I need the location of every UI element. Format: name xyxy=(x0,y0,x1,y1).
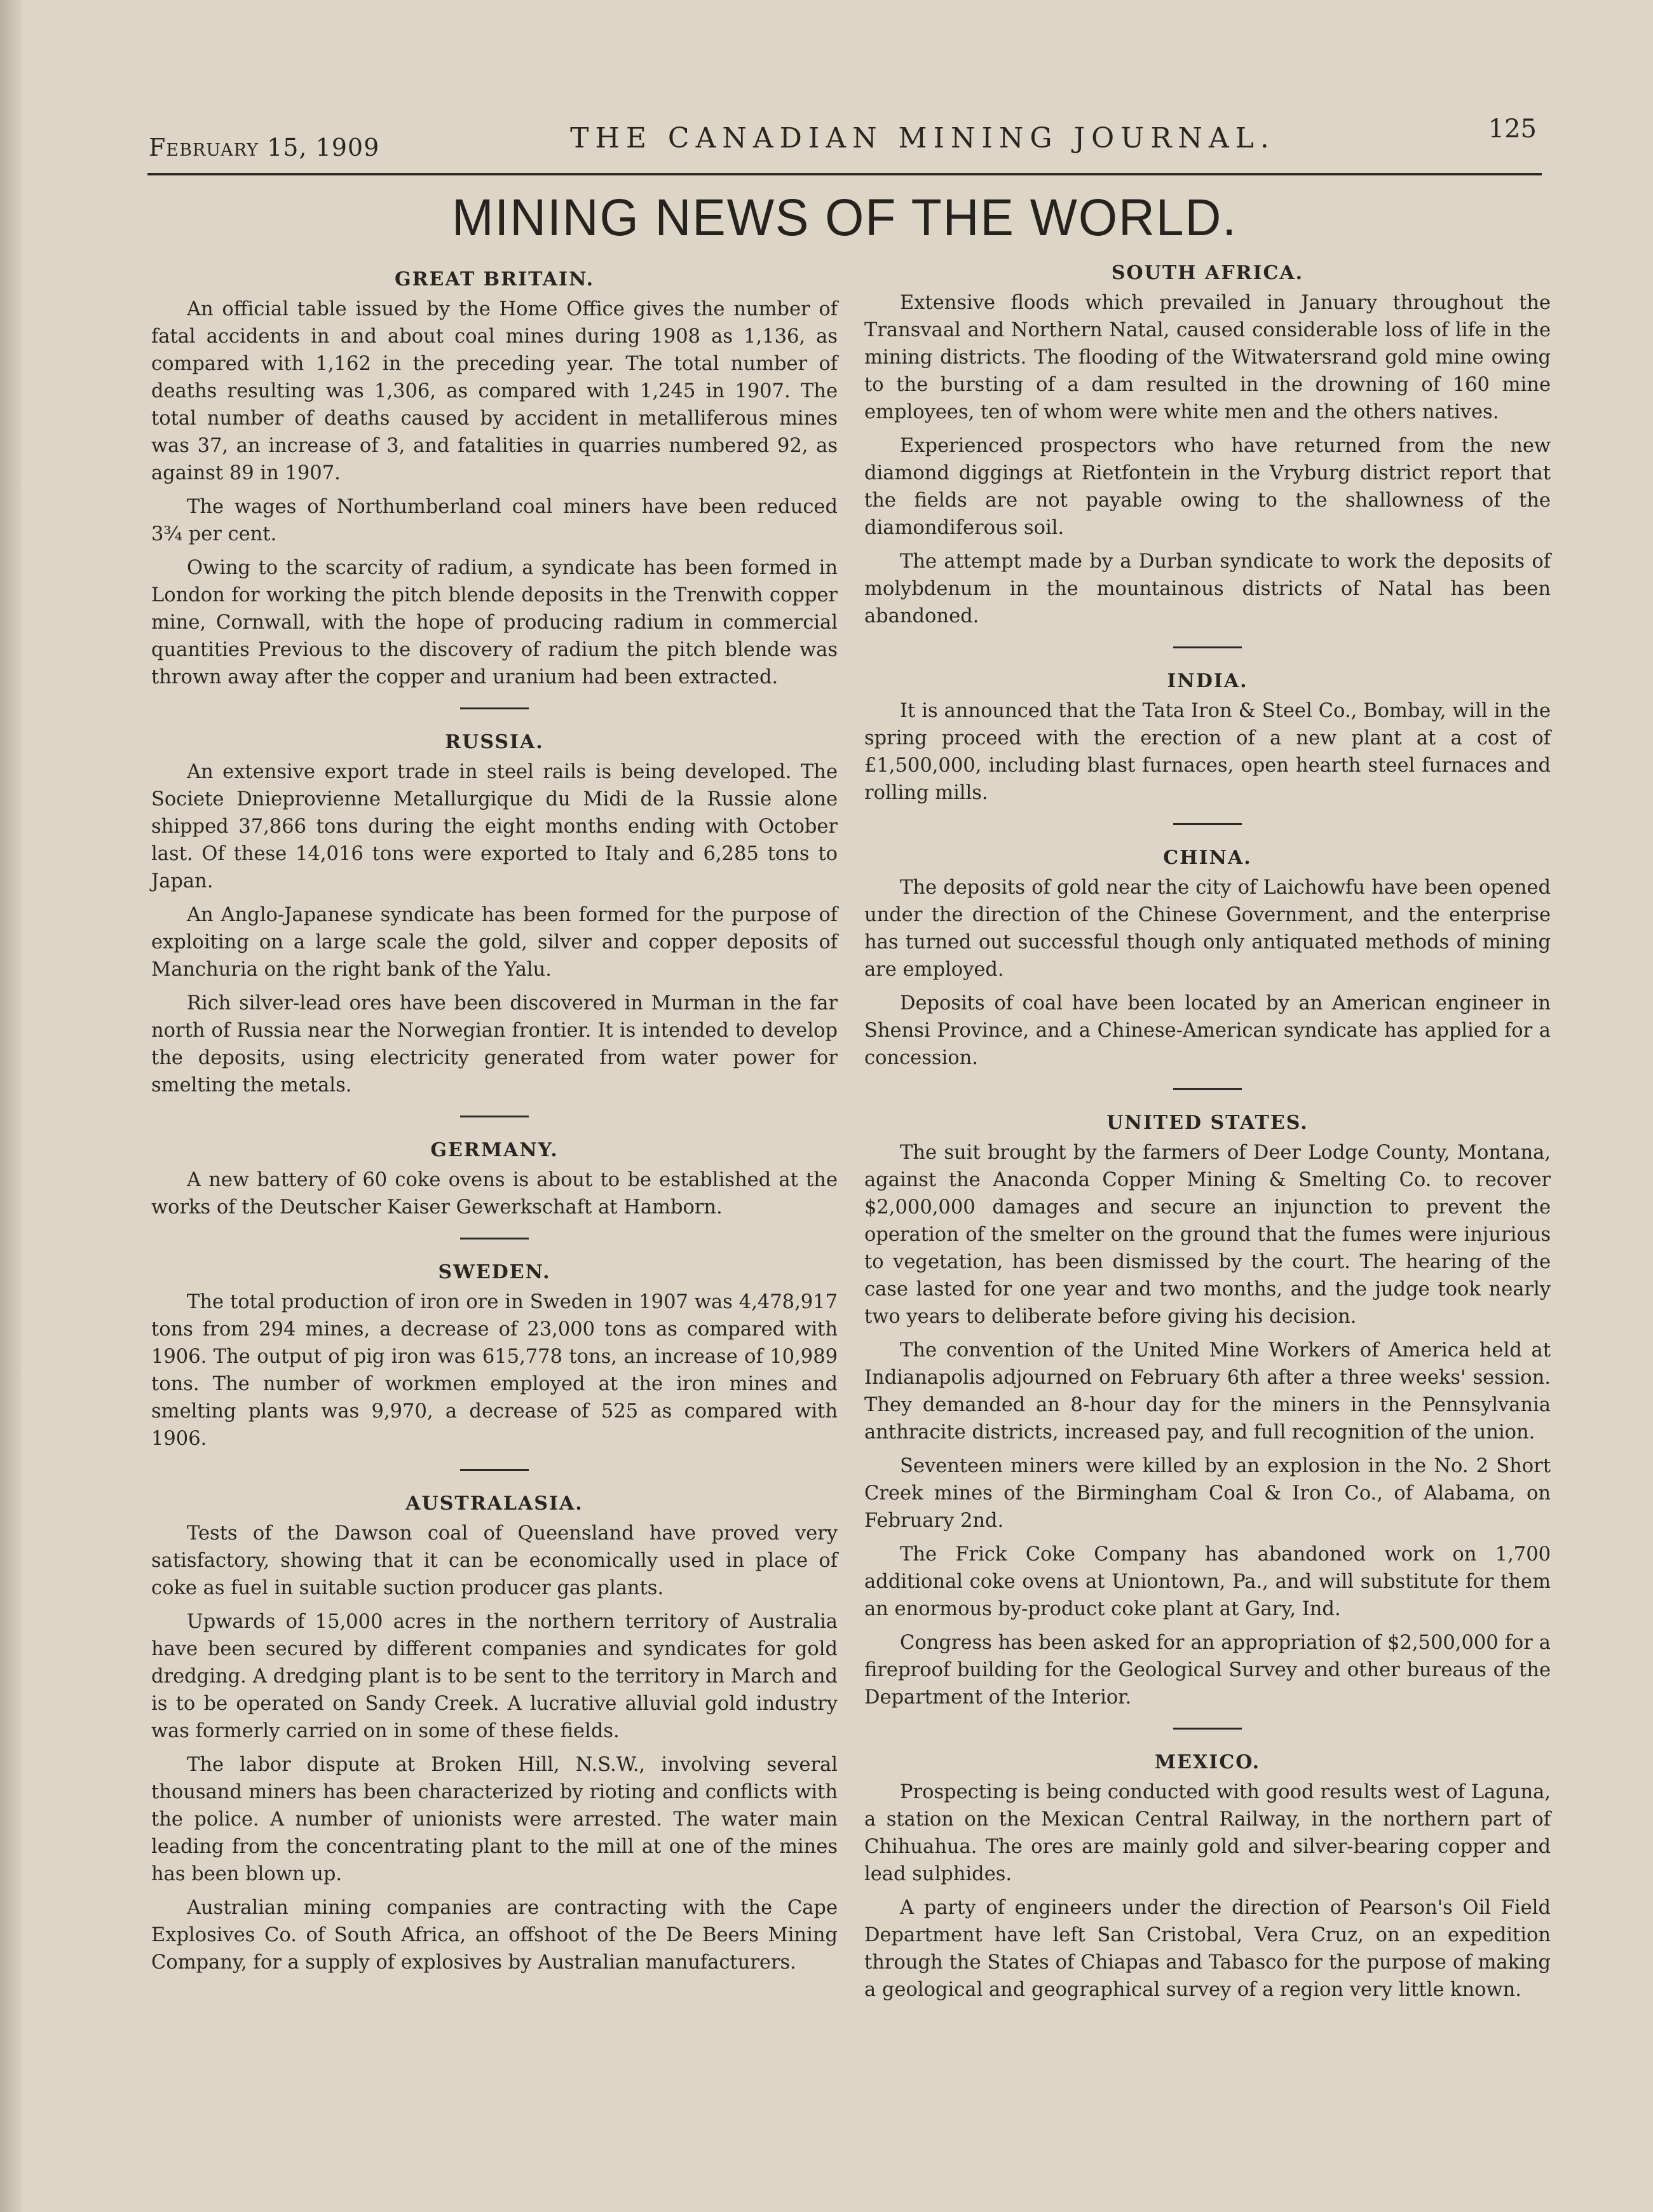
running-header xyxy=(147,114,1542,175)
section-heading: SOUTH AFRICA. xyxy=(1111,262,1304,284)
page-binding-edge xyxy=(0,0,22,2212)
paragraph: The deposits of gold near the city of Laichowfu have been opened under the direction of the Chinese Government, and the enterprise has turned out successful though only antiquated methods of mining are employed. xyxy=(864,877,1551,981)
paragraph: Deposits of coal have been located by an American engineer in Shensi Province, and a Chinese-American syndicate has applied for a concession. xyxy=(864,992,1551,1069)
page-title: MINING NEWS OF THE WORLD. xyxy=(451,189,1238,247)
section-heading: CHINA. xyxy=(1163,847,1252,869)
paragraph: Tests of the Dawson coal of Queensland have proved very satisfactory, showing that it can be economically used in place of coke as fuel in suitable suction producer gas plants. xyxy=(151,1522,838,1599)
section-divider xyxy=(1173,1088,1242,1090)
paragraph: Prospecting is being conducted with good results west of Laguna, a station on the Mexican Central Railway, in the northern part of Chihuahua. The ores are mainly gold and silver-bearing copper and lead sulphides. xyxy=(864,1781,1551,1885)
section-divider xyxy=(460,707,529,709)
paragraph: Rich silver-lead ores have been discovered in Murman in the far north of Russia near the Norwegian frontier. It is intended to develop the deposits, using electricity generated from water power for smelting the metals. xyxy=(151,992,838,1096)
section-china xyxy=(864,844,1551,1072)
section-heading: AUSTRALASIA. xyxy=(405,1492,583,1515)
section-heading: MEXICO. xyxy=(1154,1751,1261,1773)
paragraph: Congress has been asked for an appropriation of $2,500,000 for a fireproof building for the Geological Survey and other bureaus of the Department of the Interior. xyxy=(864,1632,1551,1709)
section-divider xyxy=(460,1116,529,1117)
section-divider xyxy=(1173,646,1242,648)
paragraph: The attempt made by a Durban syndicate to work the deposits of molybdenum in the mountainous districts of Natal has been abandoned. xyxy=(864,550,1551,627)
section-united-states xyxy=(864,1109,1551,1711)
section-india xyxy=(864,667,1551,807)
paragraph: It is announced that the Tata Iron & Steel Co., Bombay, will in the spring proceed with the erection of a new plant at a cost of £1,500,000, including blast furnaces, open hearth steel furnaces and rolling mills. xyxy=(864,700,1551,804)
section-australasia xyxy=(151,1490,838,1976)
paragraph: Extensive floods which prevailed in January throughout the Transvaal and Northern Natal, caused considerable loss of life in the mining districts. The flooding of the Witwatersrand gold mine owing to the bursting of a dam resulted in the drowning of 160 mine employees, ten of whom were white men and the others natives. xyxy=(864,292,1551,423)
section-heading: SWEDEN. xyxy=(438,1261,551,1283)
paragraph: An Anglo-Japanese syndicate has been formed for the purpose of exploiting on a large scale the gold, silver and copper deposits of Manchuria on the right bank of the Yalu. xyxy=(151,904,838,981)
journal-title: THE CANADIAN MINING JOURNAL. xyxy=(570,122,1275,154)
issue-date: February 15, 1909 xyxy=(149,133,380,161)
paragraph: The suit brought by the farmers of Deer Lodge County, Montana, against the Anaconda Copper Mining & Smelting Co. to recover $2,000,000 damages and secure an injunction to prevent the operation of the smelter on the ground that the fumes were injurious to vegetation, has been dismissed by the court. The hearing of the case lasted for one year and two months, and the judge took nearly two years to deliberate before giving his decision. xyxy=(864,1142,1551,1328)
section-mexico xyxy=(864,1749,1551,2004)
paragraph: Experienced prospectors who have returned from the new diamond diggings at Rietfontein in the Vryburg district report that the fields are not payable owing to the shallowness of the diamondiferous soil. xyxy=(864,435,1551,539)
section-divider xyxy=(1173,823,1242,825)
left-column xyxy=(151,266,838,1983)
paragraph: A party of engineers under the direction of Pearson's Oil Field Department have left San Cristobal, Vera Cruz, on an expedition through the States of Chiapas and Tabasco for the purpose of making a geological and geographical survey of a region very little known. xyxy=(864,1897,1551,2001)
page-number: 125 xyxy=(1488,114,1537,144)
paragraph: Owing to the scarcity of radium, a syndicate has been formed in London for working the pitch blende deposits in the Trenwith copper mine, Cornwall, with the hope of producing radium in commercial quantities Previous to the discovery of radium the pitch blende was thrown away after the copper and uranium had been extracted. xyxy=(151,557,838,688)
paragraph: Australian mining companies are contracting with the Cape Explosives Co. of South Africa, an offshoot of the De Beers Mining Company, for a supply of explosives by Australian manufacturers. xyxy=(151,1897,838,1974)
paragraph: A new battery of 60 coke ovens is about to be established at the works of the Deutscher Kaiser Gewerkschaft at Hamborn. xyxy=(151,1169,838,1219)
section-germany xyxy=(151,1137,838,1221)
right-column xyxy=(864,259,1551,2010)
paragraph: Upwards of 15,000 acres in the northern territory of Australia have been secured by different companies and syndicates for gold dredging. A dredging plant is to be sent to the territory in March and is to be operated on Sandy Creek. A lucrative alluvial gold industry was formerly carried on in some of these fields. xyxy=(151,1611,838,1742)
paragraph: The total production of iron ore in Sweden in 1907 was 4,478,917 tons from 294 mines, a decrease of 23,000 tons as compared with 1906. The output of pig iron was 615,778 tons, an increase of 10,989 tons. The number of workmen employed at the iron mines and smelting plants was 9,970, a decrease of 525 as compared with 1906. xyxy=(151,1291,838,1450)
section-sweden xyxy=(151,1259,838,1452)
section-divider xyxy=(460,1238,529,1239)
paragraph: The labor dispute at Broken Hill, N.S.W., involving several thousand miners has been characterized by rioting and conflicts with the police. A number of unionists were arrested. The water main leading from the concentrating plant to the mill at one of the mines has been blown up. xyxy=(151,1754,838,1885)
section-divider xyxy=(1173,1728,1242,1730)
section-russia xyxy=(151,728,838,1099)
paragraph: An official table issued by the Home Office gives the number of fatal accidents in and about coal mines during 1908 as 1,136, as compared with 1,162 in the preceding year. The total number of deaths resulting was 1,306, as compared with 1,245 in 1907. The total number of deaths caused by accident in metalliferous mines was 37, an increase of 3, and fatalities in quarries numbered 92, as against 89 in 1907. xyxy=(151,298,838,484)
paragraph: An extensive export trade in steel rails is being developed. The Societe Dnieprovienne Metallurgique du Midi de la Russie alone shipped 37,866 tons during the eight months ending with October last. Of these 14,016 tons were exported to Italy and 6,285 tons to Japan. xyxy=(151,761,838,892)
paragraph: Seventeen miners were killed by an explosion in the No. 2 Short Creek mines of the Birmingham Coal & Iron Co., of Alabama, on February 2nd. xyxy=(864,1455,1551,1532)
section-heading: RUSSIA. xyxy=(445,731,544,753)
section-heading: INDIA. xyxy=(1167,670,1248,692)
paragraph: The wages of Northumberland coal miners have been reduced 3¾ per cent. xyxy=(151,496,838,545)
section-heading: GERMANY. xyxy=(430,1139,559,1161)
section-heading: UNITED STATES. xyxy=(1106,1112,1309,1134)
section-divider xyxy=(460,1469,529,1471)
paragraph: The Frick Coke Company has abandoned work on 1,700 additional coke ovens at Uniontown, Pa., and will substitute for them an enormous by-product coke plant at Gary, Ind. xyxy=(864,1543,1551,1620)
section-south-africa xyxy=(864,259,1551,630)
section-great-britain xyxy=(151,266,838,691)
section-heading: GREAT BRITAIN. xyxy=(394,268,595,290)
paragraph: The convention of the United Mine Workers of America held at Indianapolis adjourned on February 6th after a three weeks' session. They demanded an 8-hour day for the miners in the Pennsylvania anthracite districts, increased pay, and full recognition of the union. xyxy=(864,1339,1551,1444)
